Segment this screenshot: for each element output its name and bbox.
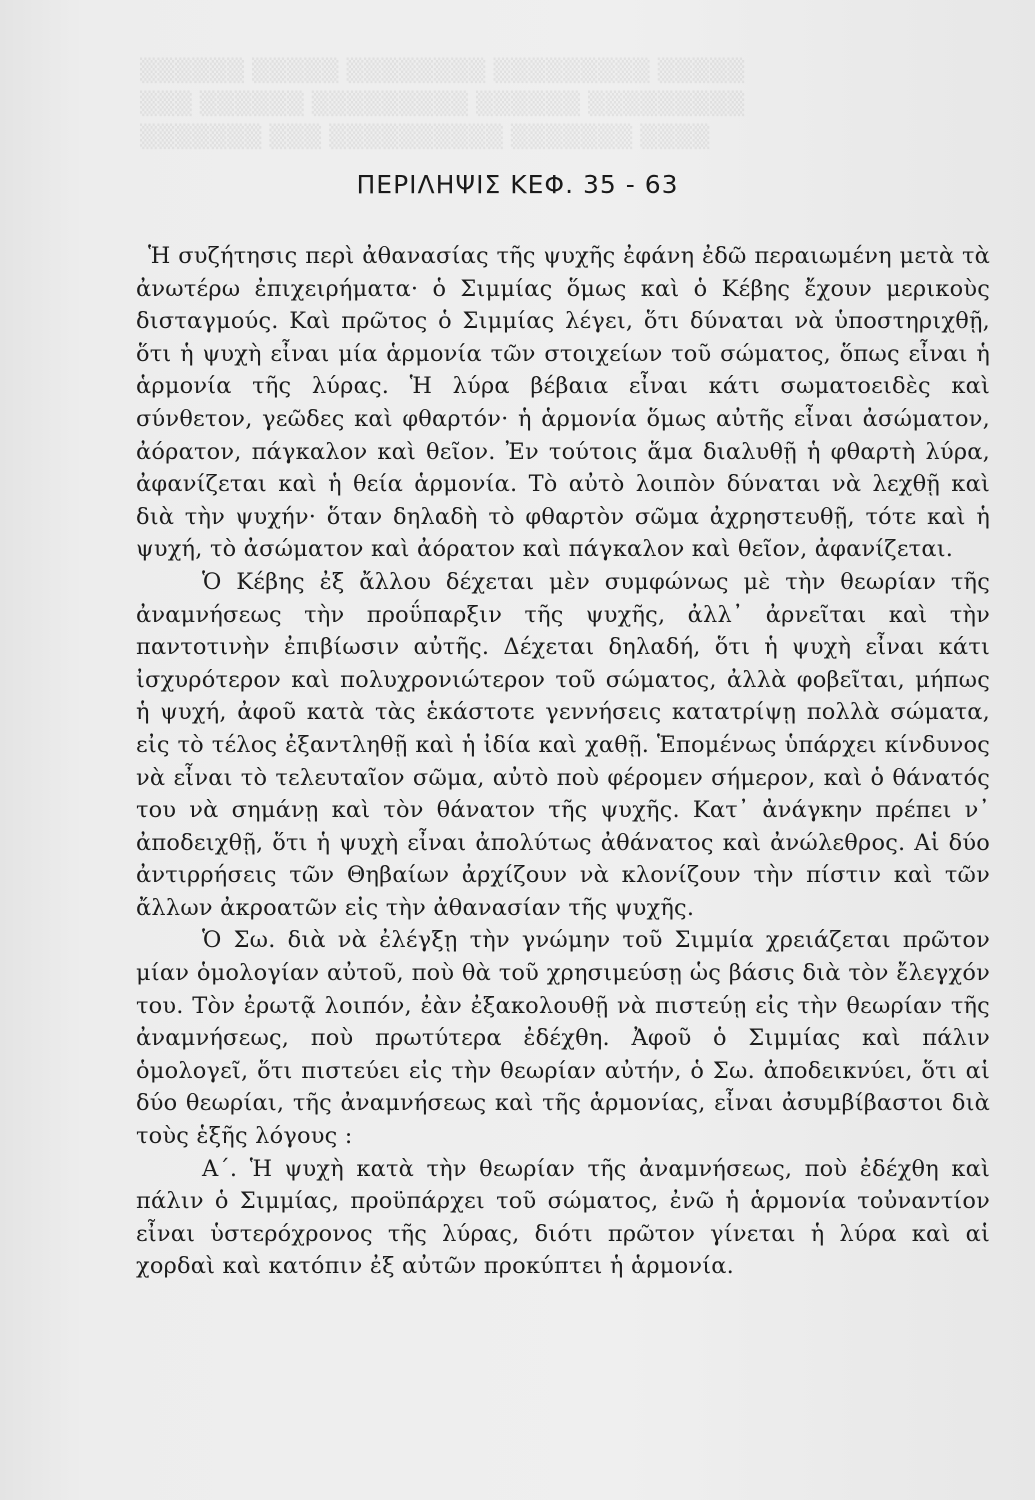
bleed-through-texture: ▒▒▒▒▒▒ ▒▒▒▒▒ ▒▒▒▒▒▒▒▒ ▒▒▒▒▒▒▒▒▒ ▒▒▒▒▒ ▒▒▒ ▒▒▒▒▒▒ ▒▒▒▒▒▒▒▒▒ ▒▒▒▒▒▒ ▒▒▒▒▒▒▒▒▒ ▒▒▒▒▒▒▒ ▒▒▒ ▒▒▒▒▒▒▒▒▒▒ ▒▒▒▒▒▒▒ ▒▒▒▒: [140, 59, 745, 150]
page-heading: ΠΕΡΙΛΗΨΙΣ ΚΕΦ. 35 - 63: [356, 170, 679, 199]
body-text: [136, 240, 990, 1283]
paragraph-4: Α΄. Ἡ ψυχὴ κατὰ τὴν θεωρίαν τῆς ἀναμνήσεως, ποὺ ἐδέχθη καὶ πάλιν ὁ Σιμμίας, προϋπάρχει τοῦ σώματος, ἐνῶ ἡ ἁρμονία τοὐναντίον εἶναι ὑστερόχρονος τῆς λύρας, διότι πρῶτον γίνεται ἡ λύρα καὶ αἱ χορδαὶ καὶ κατόπιν ἐξ αὐτῶν προκύπτει ἡ ἁρμονία.: [136, 1155, 990, 1280]
paragraph-2: Ὁ Κέβης ἐξ ἄλλου δέχεται μὲν συμφώνως μὲ τὴν θεωρίαν τῆς ἀναμνήσεως τὴν προΰπαρξιν τῆς ψυχῆς, ἀλλ᾽ ἀρνεῖται καὶ τὴν παντοτινὴν ἐπιβίωσιν αὐτῆς. Δέχεται δηλαδή, ὅτι ἡ ψυχὴ εἶναι κάτι ἰσχυρότερον καὶ πολυχρονιώτερον τοῦ σώματος, ἀλλὰ φοβεῖται, μήπως ἡ ψυχή, ἀφοῦ κατὰ τὰς ἑκάστοτε γεννήσεις κατατρίψῃ πολλὰ σώματα, εἰς τὸ τέλος ἐξαντληθῇ καὶ ἡ ἰδία καὶ χαθῇ. Ἑπομένως ὑπάρχει κίνδυνος νὰ εἶναι τὸ τελευταῖον σῶμα, αὐτὸ ποὺ φέρομεν σήμερον, καὶ ὁ θάνατός του νὰ σημάνῃ καὶ τὸν θάνατον τῆς ψυχῆς. Κατ᾽ ἀνάγκην πρέπει ν᾽ ἀποδειχθῇ, ὅτι ἡ ψυχὴ εἶναι ἀπολύτως ἀθάνατος καὶ ἀνώλεθρος. Αἱ δύο ἀντιρρήσεις τῶν Θηβαίων ἀρχίζουν νὰ κλονίζουν τὴν πίστιν καὶ τῶν ἄλλων ἀκροατῶν εἰς τὴν ἀθανασίαν τῆς ψυχῆς.: [136, 568, 990, 921]
paragraph-1: Ἡ συζήτησις περὶ ἀθανασίας τῆς ψυχῆς ἐφάνη ἐδῶ περαιωμένη μετὰ τὰ ἀνωτέρω ἐπιχειρήματα· ὁ Σιμμίας ὅμως καὶ ὁ Κέβης ἔχουν μερικοὺς δισταγμούς. Καὶ πρῶτος ὁ Σιμμίας λέγει, ὅτι δύναται νὰ ὑποστηριχθῇ, ὅτι ἡ ψυχὴ εἶναι μία ἁρμονία τῶν στοιχείων τοῦ σώματος, ὅπως εἶναι ἡ ἁρμονία τῆς λύρας. Ἡ λύρα βέβαια εἶναι κάτι σωματοειδὲς καὶ σύνθετον, γεῶδες καὶ φθαρτόν· ἡ ἁρμονία ὅμως αὐτῆς εἶναι ἀσώματον, ἀόρατον, πάγκαλον καὶ θεῖον. Ἐν τούτοις ἅμα διαλυθῇ ἡ φθαρτὴ λύρα, ἀφανίζεται καὶ ἡ θεία ἁρμονία. Τὸ αὐτὸ λοιπὸν δύναται νὰ λεχθῇ καὶ διὰ τὴν ψυχήν· ὅταν δηλαδὴ τὸ φθαρτὸν σῶμα ἀχρηστευθῇ, τότε καὶ ἡ ψυχή, τὸ ἀσώματον καὶ ἀόρατον καὶ πάγκαλον καὶ θεῖον, ἀφανίζεται.: [136, 243, 990, 563]
paragraph-3: Ὁ Σω. διὰ νὰ ἐλέγξῃ τὴν γνώμην τοῦ Σιμμία χρειάζεται πρῶτον μίαν ὁμολογίαν αὐτοῦ, ποὺ θὰ τοῦ χρησιμεύσῃ ὡς βάσις διὰ τὸν ἔλεγχόν του. Τὸν ἐρωτᾷ λοιπόν, ἐὰν ἐξακολουθῇ νὰ πιστεύῃ εἰς τὴν θεωρίαν τῆς ἀναμνήσεως, ποὺ πρωτύτερα ἐδέχθη. Ἀφοῦ ὁ Σιμμίας καὶ πάλιν ὁμολογεῖ, ὅτι πιστεύει εἰς τὴν θεωρίαν αὐτήν, ὁ Σω. ἀποδεικνύει, ὅτι αἱ δύο θεωρίαι, τῆς ἀναμνήσεως καὶ τῆς ἁρμονίας, εἶναι ἀσυμβίβαστοι διὰ τοὺς ἑξῆς λόγους :: [136, 927, 990, 1150]
